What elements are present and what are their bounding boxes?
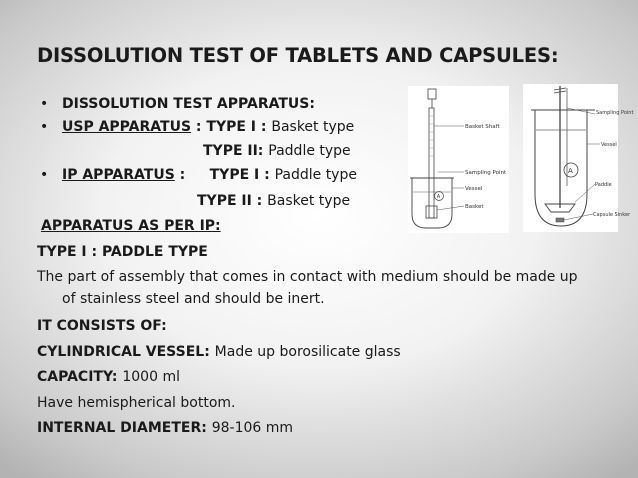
it-consists-of-heading: IT CONSISTS OF: xyxy=(37,318,167,334)
paddle-apparatus-figure xyxy=(523,84,634,232)
usp-type1-label: TYPE I : xyxy=(206,119,272,135)
ip-apparatus-label: IP APPARATUS xyxy=(62,167,175,183)
bullet: • xyxy=(40,96,49,112)
cylindrical-vessel-line xyxy=(37,343,401,361)
vessel-label: Vessel xyxy=(465,186,483,192)
usp-apparatus-label: USP APPARATUS xyxy=(62,119,192,135)
ip-type1-label: TYPE I : xyxy=(209,167,275,183)
sampling-point-label: Sampling Point xyxy=(465,170,507,176)
usp-type2-line xyxy=(203,142,351,160)
type1-paddle-heading: TYPE I : PADDLE TYPE xyxy=(37,244,208,260)
a-mark-label-2: A xyxy=(568,167,573,175)
ip-type2-label: TYPE II : xyxy=(197,193,268,209)
cylindrical-vessel-value: Made up borosilicate glass xyxy=(214,344,401,360)
dissolution-apparatus-heading: DISSOLUTION TEST APPARATUS: xyxy=(62,96,315,112)
usp-colon: : xyxy=(191,119,207,135)
basket-shaft-label: Basket Shaft xyxy=(465,124,500,130)
basket-apparatus-figure xyxy=(408,86,509,233)
assembly-text-line2: of stainless steel and should be inert. xyxy=(62,291,325,307)
ip-apparatus-line xyxy=(62,166,357,184)
capacity-label: CAPACITY: xyxy=(37,369,123,385)
hemispherical-bottom-text: Have hemispherical bottom. xyxy=(37,395,236,411)
internal-diameter-label: INTERNAL DIAMETER: xyxy=(37,420,212,436)
capacity-value: 1000 ml xyxy=(122,369,180,385)
sampling-point-label-2: Sampling Point xyxy=(596,110,634,116)
usp-apparatus-line xyxy=(62,118,354,136)
ip-type2-value: Basket type xyxy=(267,193,351,209)
assembly-text-line1: The part of assembly that comes in contact with medium should be made up xyxy=(37,269,578,285)
internal-diameter-value: 98-106 mm xyxy=(211,420,294,436)
internal-diameter-line xyxy=(37,419,293,437)
bullet: • xyxy=(40,119,49,135)
usp-type1-value: Basket type xyxy=(271,119,355,135)
page-title: DISSOLUTION TEST OF TABLETS AND CAPSULES: xyxy=(37,44,559,67)
vessel-label-2: Vessel xyxy=(601,142,617,148)
bullet: • xyxy=(40,167,49,183)
ip-colon: : xyxy=(174,167,210,183)
usp-type2-label: TYPE II: xyxy=(203,143,269,159)
cylindrical-vessel-label: CYLINDRICAL VESSEL: xyxy=(37,344,215,360)
ip-type2-line xyxy=(197,192,350,210)
apparatus-as-per-ip-heading: APPARATUS AS PER IP: xyxy=(41,218,221,234)
basket-apparatus-drawing xyxy=(408,86,509,233)
basket-label: Basket xyxy=(465,204,484,210)
capsule-sinker-label: Capsule Sinker xyxy=(593,212,631,218)
a-mark-label: A xyxy=(436,194,441,200)
paddle-label: Paddle xyxy=(595,182,612,188)
usp-type2-value: Paddle type xyxy=(268,143,351,159)
ip-type1-value: Paddle type xyxy=(274,167,357,183)
paddle-apparatus-drawing xyxy=(523,84,634,232)
capacity-line xyxy=(37,368,180,386)
